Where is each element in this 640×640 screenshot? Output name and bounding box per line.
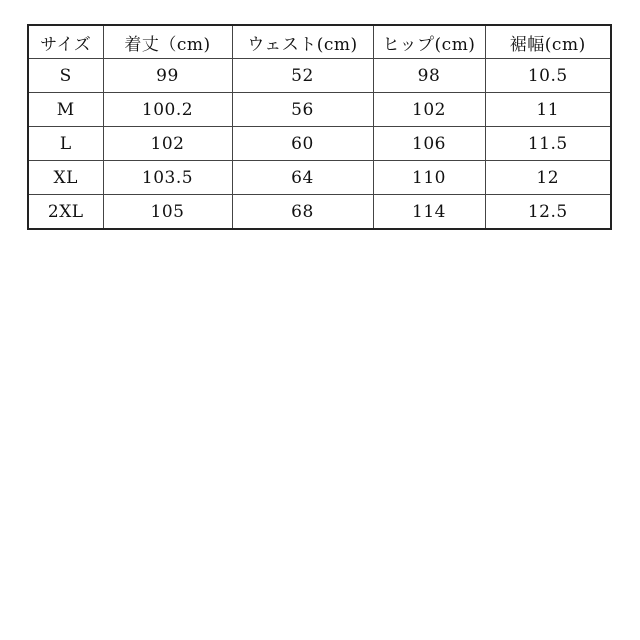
table-row [28,59,611,93]
cell-hip: 106 [373,127,485,161]
cell-hem-width: 10.5 [485,59,611,93]
cell-hip: 110 [373,161,485,195]
size-chart-table [27,24,612,230]
cell-length: 99 [103,59,232,93]
cell-length: 103.5 [103,161,232,195]
cell-waist: 60 [232,127,373,161]
table-row [28,161,611,195]
cell-size: 2XL [28,195,103,230]
cell-length: 102 [103,127,232,161]
cell-waist: 64 [232,161,373,195]
table-row [28,195,611,230]
cell-size: S [28,59,103,93]
header-row [28,25,611,59]
cell-hip: 102 [373,93,485,127]
cell-length: 105 [103,195,232,230]
cell-hip: 114 [373,195,485,230]
cell-hem-width: 12.5 [485,195,611,230]
table-row [28,127,611,161]
header-length: 着丈（cm) [103,25,232,59]
cell-size: XL [28,161,103,195]
cell-hem-width: 11 [485,93,611,127]
header-hip: ヒップ(cm) [373,25,485,59]
header-size: サイズ [28,25,103,59]
cell-hem-width: 11.5 [485,127,611,161]
cell-hip: 98 [373,59,485,93]
cell-waist: 56 [232,93,373,127]
header-waist: ウェスト(cm) [232,25,373,59]
table-row [28,93,611,127]
cell-length: 100.2 [103,93,232,127]
cell-hem-width: 12 [485,161,611,195]
header-hem-width: 裾幅(cm) [485,25,611,59]
cell-waist: 68 [232,195,373,230]
cell-size: L [28,127,103,161]
cell-size: M [28,93,103,127]
cell-waist: 52 [232,59,373,93]
